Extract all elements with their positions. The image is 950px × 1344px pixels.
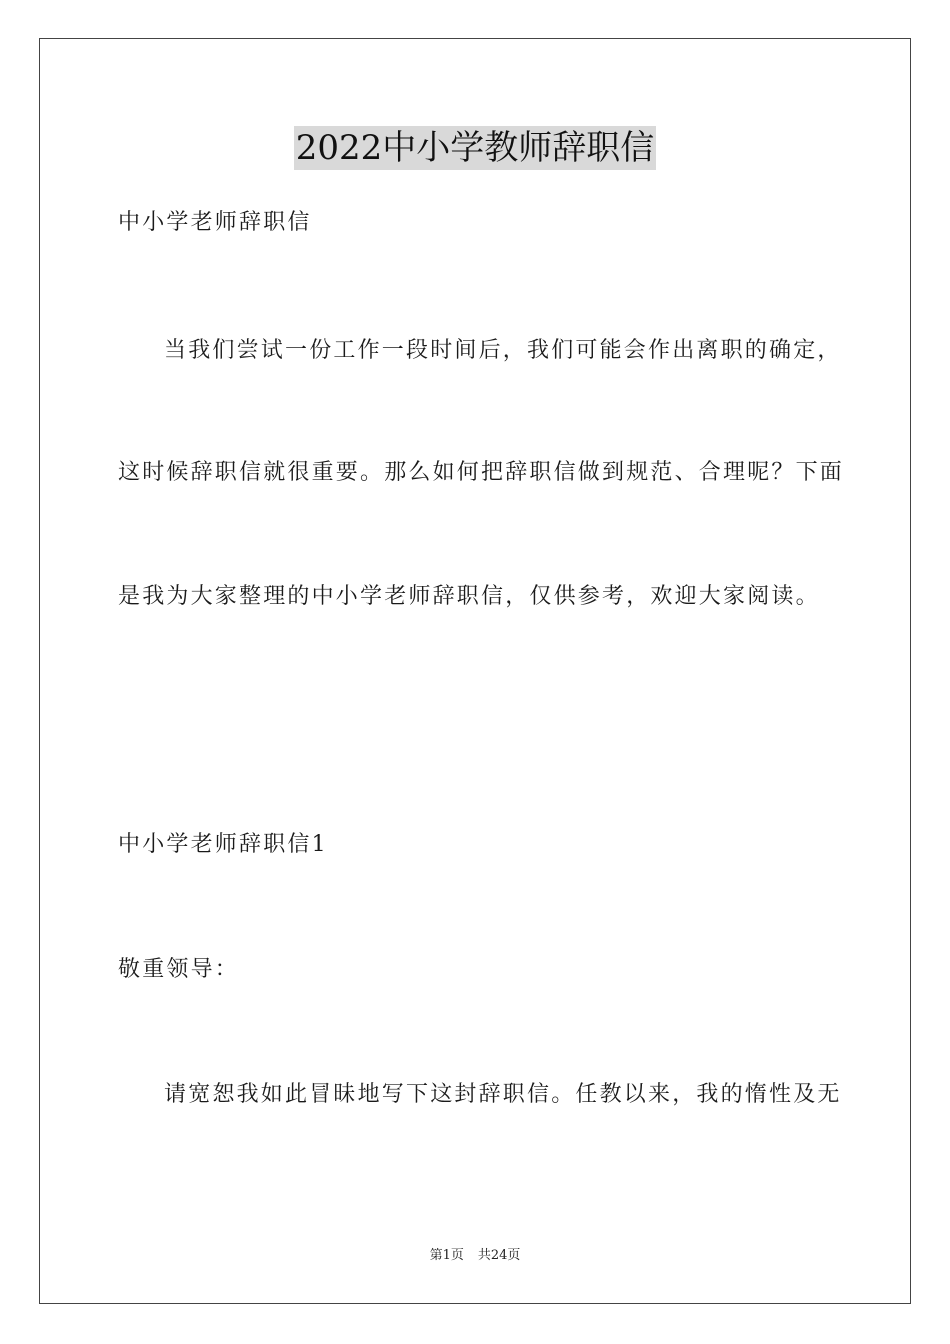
paragraph-line-3: 是我为大家整理的中小学老师辞职信，仅供参考，欢迎大家阅读。 [118, 584, 820, 609]
document-heading: 中小学老师辞职信 [118, 210, 312, 235]
page-number: 第1页 [429, 1248, 464, 1263]
paragraph-line-1: 当我们尝试一份工作一段时间后，我们可能会作出离职的确定， [164, 338, 842, 363]
section-heading: 中小学老师辞职信1 [118, 832, 328, 857]
page-footer [0, 1246, 950, 1266]
paragraph-line-2: 这时候辞职信就很重要。那么如何把辞职信做到规范、合理呢？下面 [118, 460, 845, 485]
page-total: 共24页 [477, 1248, 521, 1263]
title-container [0, 126, 950, 170]
body-line: 请宽恕我如此冒昧地写下这封辞职信。任教以来，我的惰性及无 [164, 1082, 842, 1107]
document-title: 2022中小学教师辞职信 [295, 128, 655, 168]
salutation: 敬重领导： [118, 957, 240, 982]
